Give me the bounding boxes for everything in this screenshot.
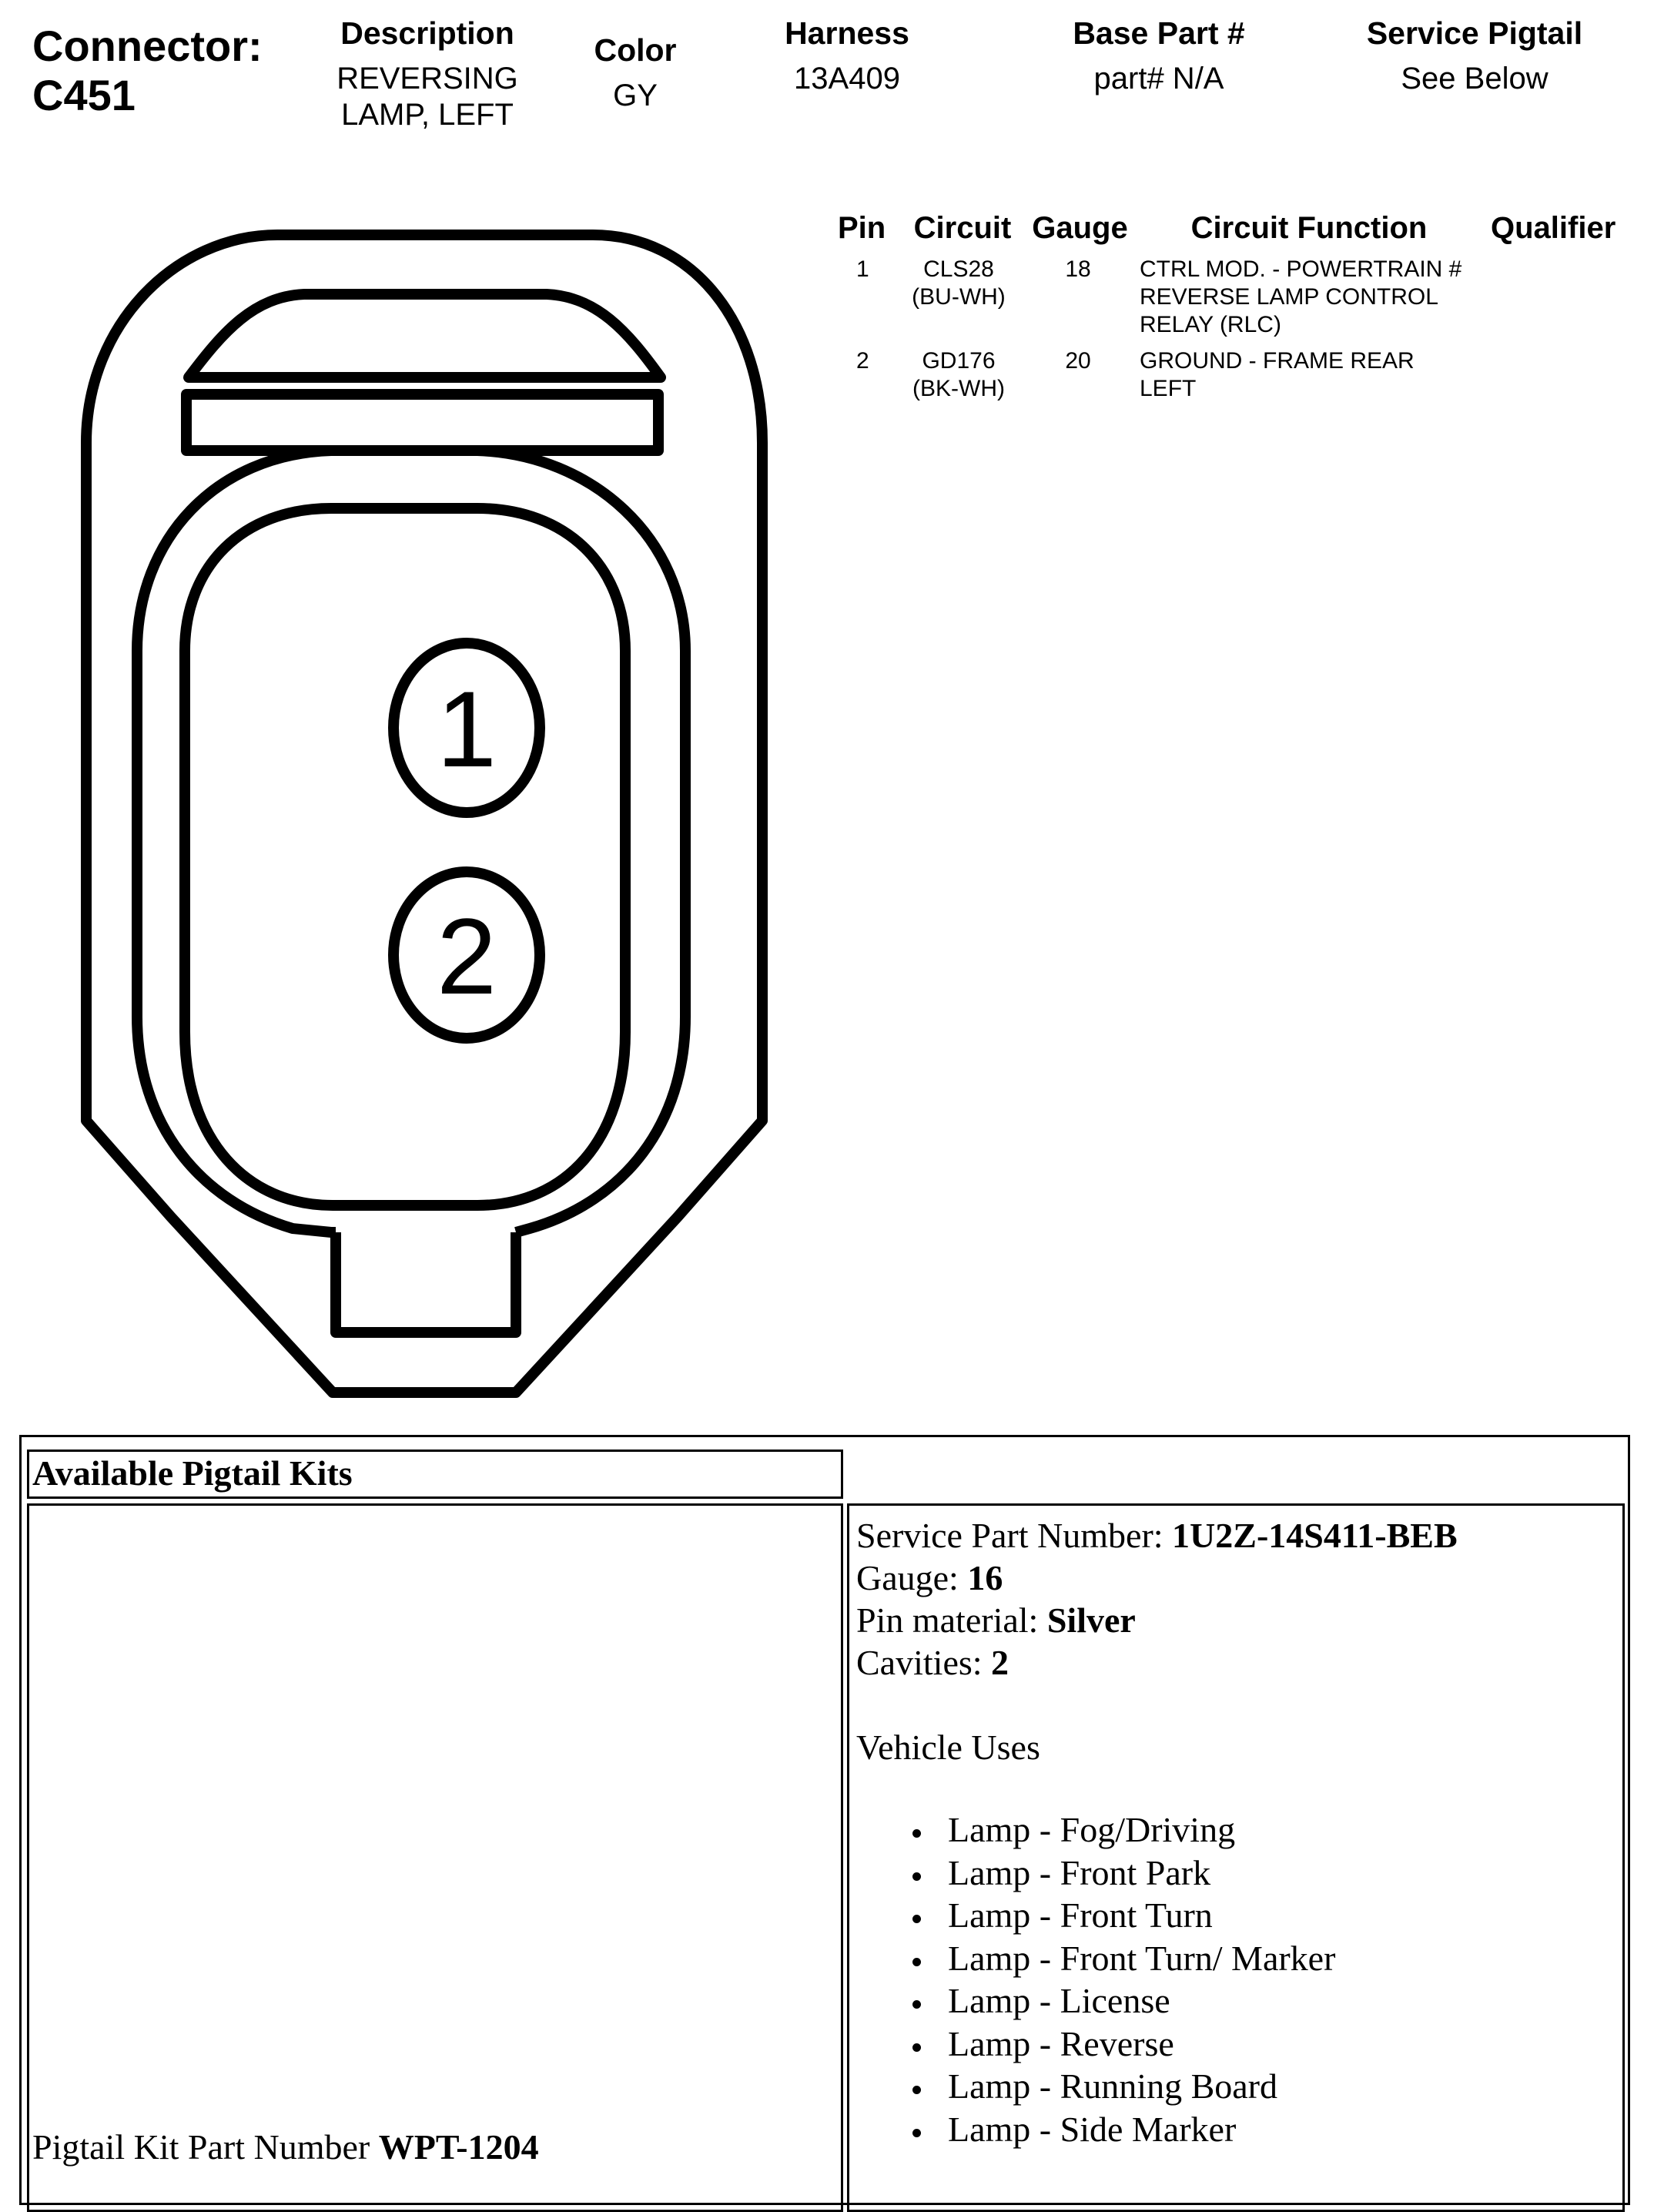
- kit-part-value: WPT-1204: [378, 2127, 539, 2167]
- pigtail-kit-details: [856, 1514, 1458, 1768]
- pin-1-circuit: [901, 256, 1016, 311]
- service-part-label: Service Part Number:: [856, 1516, 1173, 1555]
- service-pigtail-column: [1340, 15, 1609, 97]
- pin-1-gauge: 18: [1065, 256, 1091, 282]
- harness-label: Harness: [785, 15, 909, 51]
- color-value: GY: [613, 79, 658, 112]
- pigtail-kit-part-number: [32, 2126, 539, 2168]
- cavities-detail: [856, 1641, 1458, 1684]
- vehicle-use-item: Lamp - Running Board: [905, 2065, 1335, 2108]
- function-header: Circuit Function: [1190, 211, 1428, 245]
- circuit-header: Circuit: [913, 211, 1012, 245]
- vehicle-use-item: Lamp - License: [905, 1979, 1335, 2023]
- vehicle-use-item: Lamp - Front Park: [905, 1852, 1335, 1895]
- pin-1-function-line: CTRL MOD. - POWERTRAIN #: [1140, 256, 1462, 282]
- pin-2-circuit-id: GD176: [922, 348, 996, 374]
- vehicle-use-item: Lamp - Front Turn: [905, 1894, 1335, 1937]
- base-part-column: [1032, 15, 1286, 97]
- pin-2-circuit: [901, 347, 1016, 403]
- pin-1-circuit-id: CLS28: [923, 256, 994, 282]
- pigtail-kit-image-cell: [27, 1503, 843, 2212]
- pin-2-gauge: 20: [1065, 348, 1091, 374]
- pigtail-kit-heading: Available Pigtail Kits: [32, 1453, 353, 1493]
- pin-2-label: 2: [437, 896, 497, 1017]
- color-label: Color: [594, 32, 677, 68]
- pin-1-number: 1: [856, 256, 869, 282]
- pin-1-circuit-color: (BU-WH): [912, 284, 1006, 310]
- connector-face-diagram: [0, 0, 809, 1417]
- pin-2-circuit-color: (BK-WH): [912, 376, 1005, 401]
- vehicle-uses-heading: Vehicle Uses: [856, 1728, 1040, 1767]
- base-part-value: part# N/A: [1093, 62, 1224, 96]
- connector-id: C451: [32, 71, 136, 119]
- pin-1-function-line: RELAY (RLC): [1140, 312, 1281, 337]
- vehicle-use-item: Lamp - Fog/Driving: [905, 1808, 1335, 1852]
- cavities-label: Cavities:: [856, 1643, 992, 1682]
- service-pigtail-value: See Below: [1401, 62, 1549, 96]
- pin-2-function-line: GROUND - FRAME REAR: [1140, 348, 1415, 374]
- cavities-value: 2: [991, 1643, 1009, 1682]
- connector-title-line1: Connector:: [32, 22, 263, 70]
- vehicle-use-item: Lamp - Front Turn/ Marker: [905, 1937, 1335, 1980]
- description-label: Description: [340, 15, 514, 51]
- description-value-line1: REVERSING: [336, 62, 518, 96]
- cavity-face: [185, 508, 625, 1205]
- pin-1-function-line: REVERSE LAMP CONTROL: [1140, 284, 1438, 310]
- gauge-label: Gauge:: [856, 1558, 968, 1597]
- kit-part-label: Pigtail Kit Part Number: [32, 2127, 379, 2167]
- qualifier-header: Qualifier: [1491, 211, 1616, 245]
- pin-header: Pin: [838, 211, 886, 245]
- pin-material-value: Silver: [1046, 1600, 1136, 1640]
- gauge-detail: [856, 1557, 1458, 1599]
- pin-material-detail: [856, 1599, 1458, 1641]
- vehicle-use-item: Lamp - Side Marker: [905, 2108, 1335, 2151]
- pin-1-function: [1140, 256, 1461, 339]
- service-part-value: 1U2Z-14S411-BEB: [1172, 1516, 1458, 1555]
- pin-material-label: Pin material:: [856, 1600, 1047, 1640]
- harness-value: 13A409: [794, 62, 900, 96]
- key-tab: [336, 1232, 516, 1332]
- pin-2-number: 2: [856, 348, 869, 374]
- service-pigtail-label: Service Pigtail: [1366, 15, 1583, 51]
- base-part-label: Base Part #: [1073, 15, 1245, 51]
- pin-2-function: [1140, 347, 1415, 403]
- latch-cap: [189, 294, 661, 377]
- pin-1-label: 1: [437, 669, 497, 789]
- gauge-value: 16: [967, 1558, 1003, 1597]
- pin-2-function-line: LEFT: [1140, 376, 1197, 401]
- vehicle-use-item: Lamp - Reverse: [905, 2023, 1335, 2066]
- gauge-header: Gauge: [1032, 211, 1128, 245]
- service-part-number: [856, 1514, 1458, 1557]
- vehicle-uses-list: [905, 1808, 1335, 2150]
- latch-bar: [186, 394, 658, 451]
- description-value-line2: LAMP, LEFT: [341, 98, 514, 132]
